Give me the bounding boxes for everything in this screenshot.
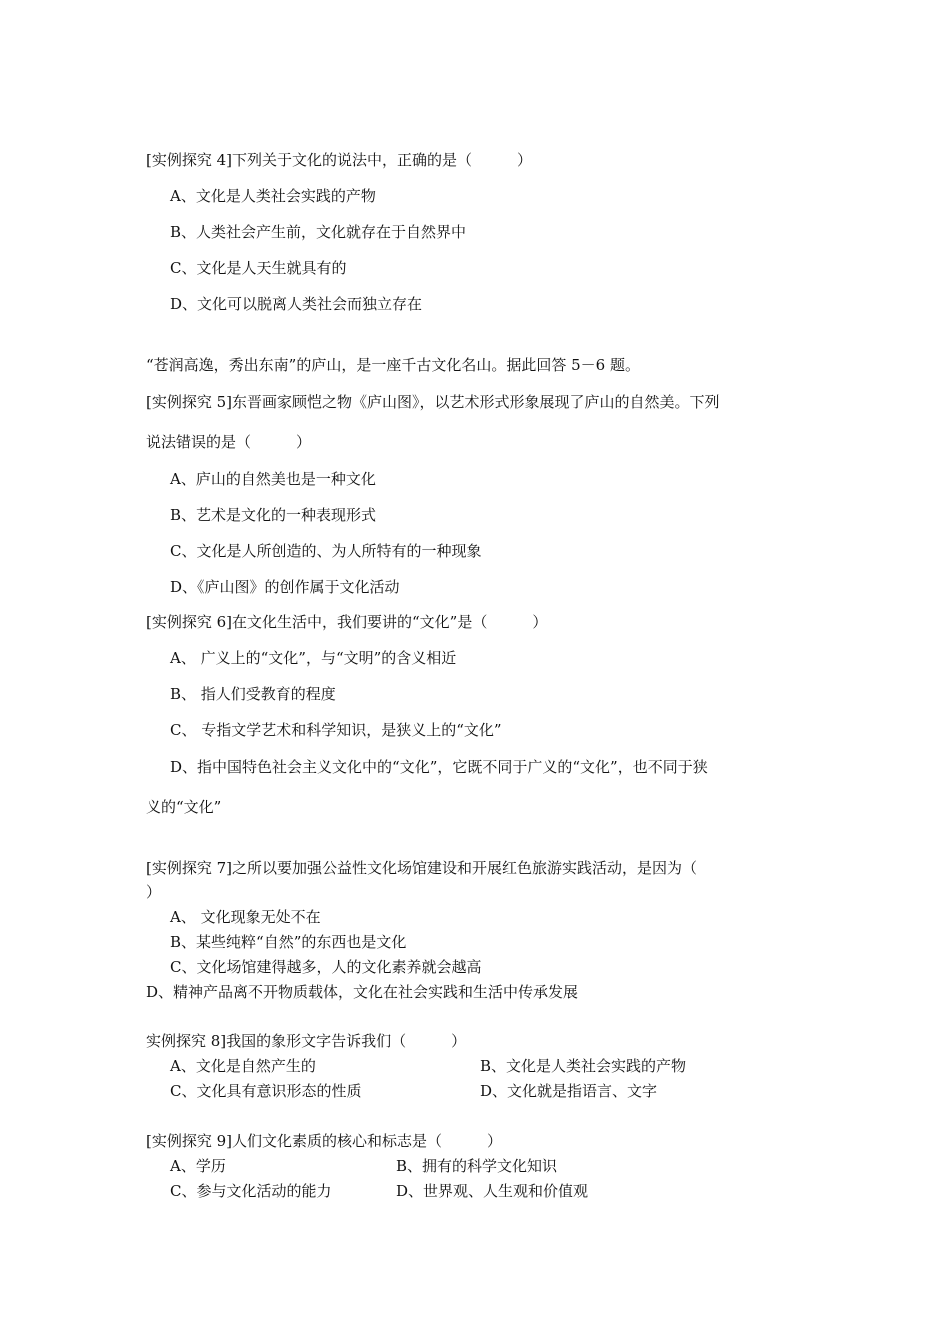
- question-6-option-b: B、 指人们受教育的程度: [170, 685, 336, 703]
- question-9-option-d: D、世界观、人生观和价值观: [396, 1182, 589, 1200]
- question-4-option-c: C、文化是人天生就具有的: [170, 259, 347, 277]
- question-5-option-a: A、庐山的自然美也是一种文化: [170, 470, 376, 488]
- question-6-option-c: C、 专指文学艺术和科学知识，是狭义上的“文化”: [170, 721, 502, 739]
- question-9-option-c: C、参与文化活动的能力: [170, 1182, 332, 1200]
- question-6-stem: [实例探究 6]在文化生活中，我们要讲的“文化”是（ ）: [146, 613, 548, 631]
- question-8-stem: 实例探究 8]我国的象形文字告诉我们（ ）: [146, 1032, 467, 1050]
- question-5-option-d: D、《庐山图》的创作属于文化活动: [170, 578, 400, 596]
- question-5-option-c: C、文化是人所创造的、为人所特有的一种现象: [170, 542, 482, 560]
- question-7-option-b: B、某些纯粹“自然”的东西也是文化: [170, 933, 407, 951]
- question-5-option-b: B、艺术是文化的一种表现形式: [170, 506, 377, 524]
- question-9-stem: [实例探究 9]人们文化素质的核心和标志是（ ）: [146, 1132, 503, 1150]
- question-8-option-d: D、文化就是指语言、文字: [480, 1082, 658, 1100]
- question-6-option-a: A、 广义上的“文化”，与“文明”的含义相近: [170, 649, 457, 667]
- question-7-option-d: D、精神产品离不开物质载体，文化在社会实践和生活中传承发展: [146, 983, 579, 1001]
- question-9-option-a: A、学历: [170, 1157, 226, 1175]
- question-6-option-d-line2: 义的“文化”: [146, 798, 222, 816]
- question-4-option-b: B、人类社会产生前，文化就存在于自然界中: [170, 223, 467, 241]
- question-5-stem-line2: 说法错误的是（ ）: [146, 433, 312, 451]
- question-5-stem-line1: [实例探究 5]东晋画家顾恺之物《庐山图》，以艺术形式形象展现了庐山的自然美。下列: [146, 393, 720, 411]
- question-8-option-b: B、文化是人类社会实践的产物: [480, 1057, 687, 1075]
- question-7-option-c: C、文化场馆建得越多，人的文化素养就会越高: [170, 958, 482, 976]
- question-4-option-d: D、文化可以脱离人类社会而独立存在: [170, 295, 423, 313]
- question-4-stem: [实例探究 4]下列关于文化的说法中，正确的是（ ）: [146, 151, 533, 169]
- question-9-option-b: B、拥有的科学文化知识: [396, 1157, 558, 1175]
- question-7-stem-line2: ）: [146, 883, 162, 901]
- question-7-stem-line1: [实例探究 7]之所以要加强公益性文化场馆建设和开展红色旅游实践活动，是因为（: [146, 859, 698, 877]
- question-7-option-a: A、 文化现象无处不在: [170, 908, 321, 926]
- question-4-option-a: A、文化是人类社会实践的产物: [170, 187, 376, 205]
- question-8-option-a: A、文化是自然产生的: [170, 1057, 316, 1075]
- question-6-option-d: D、指中国特色社会主义文化中的“文化”，它既不同于广义的“文化”，也不同于狭: [170, 758, 708, 776]
- question-8-option-c: C、文化具有意识形态的性质: [170, 1082, 362, 1100]
- passage-intro: “苍润高逸，秀出东南”的庐山，是一座千古文化名山。据此回答 5－6 题。: [146, 356, 640, 374]
